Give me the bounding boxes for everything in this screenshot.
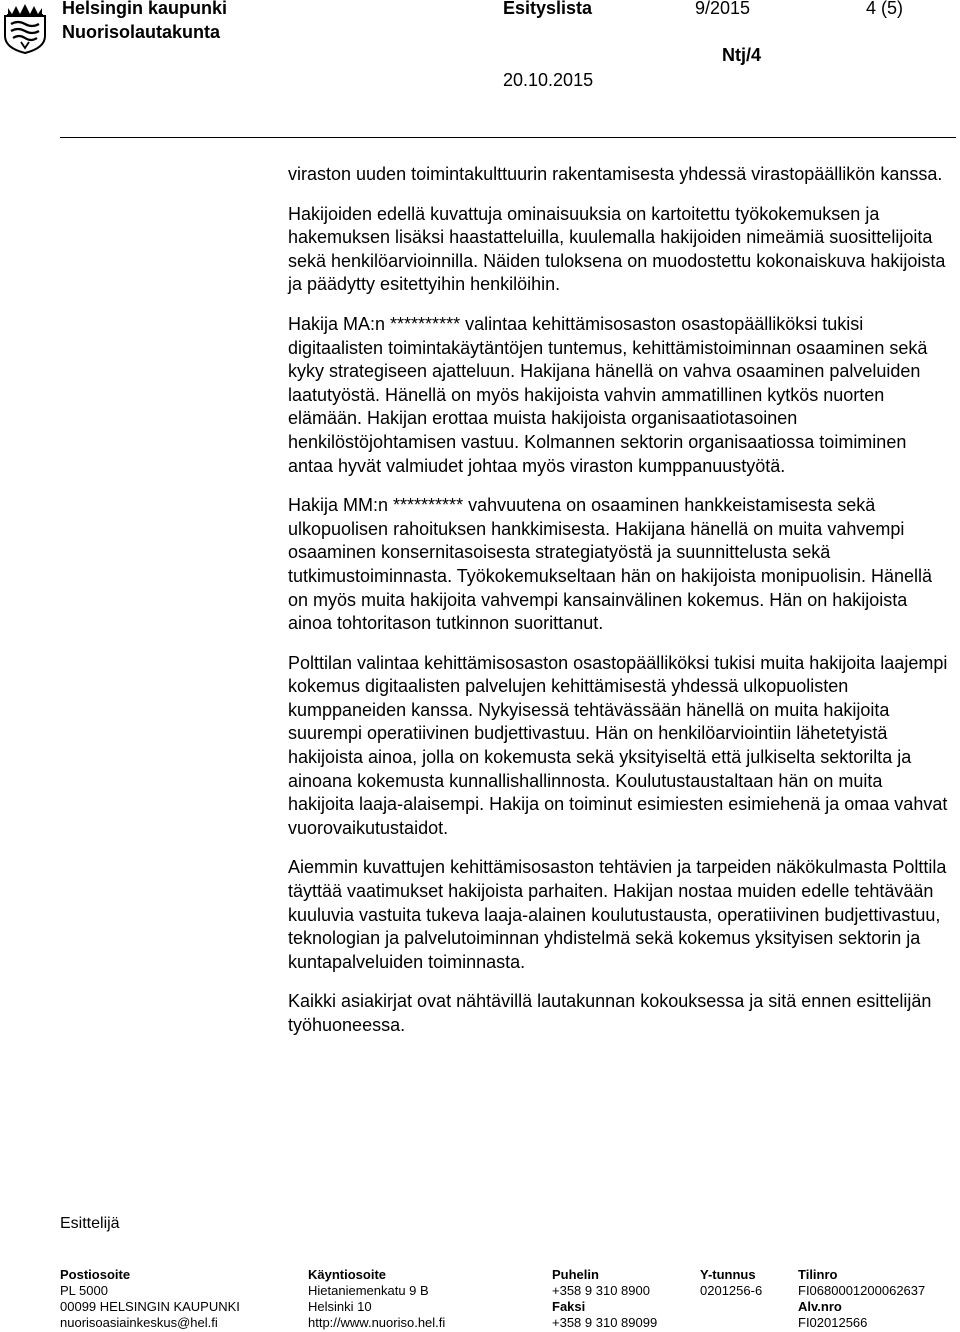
- paragraph: Aiemmin kuvattujen kehittämisosaston tehtävien ja tarpeiden näkökulmasta Polttila täyttää vaatimukset hakijoista parhaiten. Hakijan nostaa muiden edelle tehtävään kuuluvia vastuita tukeva laaja-alainen koulutustausta, operatiivinen budjettivastuu, teknologian ja palvelutoiminnan yhdistelmä sekä kokemus yksityisen sektorin ja kuntapalveluiden toiminnasta.: [288, 857, 947, 972]
- footer-account: [798, 1267, 925, 1331]
- paragraph: Kaikki asiakirjat ovat nähtävillä lautakunnan kokouksessa ja sitä ennen esittelijän työhuoneessa.: [288, 991, 932, 1035]
- paragraph: Hakija MA:n ********** valintaa kehittämisosaston osastopäälliköksi tukisi digitaalisten toimintakäytäntöjen tuntemus, kehittämistoiminnan osaaminen sekä kyky strategiseen ajatteluun. Hakijana hänellä on vahva osaaminen palveluiden laatutyöstä. Hänellä on myös hakijoista vahvin ammatillinen kytkös nuorten elämään. Hakijan erottaa muista hakijoista organisaatiotasoinen henkilöstöjohtamisen vastuu. Kolmannen sektorin organisaatiossa toimiminen antaa hyvät valmiudet johtaa myös viraston kumppanuustyötä.: [288, 313, 928, 476]
- presenter-label: Esittelijä: [60, 1215, 120, 1232]
- helsinki-crest-icon: [2, 2, 48, 54]
- paragraph: Polttilan valintaa kehittämisosaston osastopäälliköksi tukisi muita hakijoita laajempi kokemus digitaalisten palvelujen kehittämisestä yhdessä ulkopuolisten kumppaneiden kanssa. Nykyisessä tehtävässään hänellä on muita hakijoita suurempi operatiivinen budjettivastuu. Hän on henkilöarviointiin lähetetyistä hakijoista ainoa, jolla on kokemusta sekä yksityiseltä että julkiselta sektorilta ja ainoana kokemusta kunnallishallinnosta. Koulutustaustaltaan hän on muita hakijoita laaja-alaisempi. Hakija on toiminut esimiesten esimiehenä ja omaa vahvat vuorovaikutustaidot.: [288, 652, 948, 838]
- fax-value: +358 9 310 89099: [552, 1315, 658, 1330]
- header-divider: [60, 137, 956, 138]
- postal-line: PL 5000: [60, 1283, 108, 1298]
- postal-label: Postiosoite: [60, 1267, 131, 1282]
- postal-line: 00099 HELSINGIN KAUPUNKI: [60, 1299, 240, 1314]
- meeting-date: 20.10.2015: [503, 70, 594, 90]
- footer-ytunnus: [700, 1267, 762, 1299]
- account-value: FI0680001200062637: [798, 1283, 926, 1298]
- paragraph: viraston uuden toimintakulttuurin rakentamisesta yhdessä virastopäällikön kanssa.: [288, 164, 943, 184]
- footer-phone: [552, 1267, 657, 1331]
- visit-label: Käyntiosoite: [308, 1267, 387, 1282]
- visit-line: Helsinki 10: [308, 1299, 372, 1314]
- email-link[interactable]: nuorisoasiainkeskus@hel.fi: [60, 1315, 218, 1330]
- footer-visit: [308, 1267, 445, 1331]
- ytunnus-label: Y-tunnus: [700, 1267, 756, 1282]
- fax-label: Faksi: [552, 1299, 586, 1314]
- paragraph: Hakijoiden edellä kuvattuja ominaisuuksia on kartoitettu työkokemuksen ja hakemuksen lisäksi haastatteluilla, kuulemalla hakijoiden nimeämiä suosittelijoita sekä henkilöarvioinnilla. Näiden tuloksena on muodostettu kokonaiskuva hakijoista ja päädytty esitettyihin henkilöihin.: [288, 203, 946, 295]
- phone-value: +358 9 310 8900: [552, 1283, 650, 1298]
- vat-value: FI02012566: [798, 1315, 868, 1330]
- ytunnus-value: 0201256-6: [700, 1283, 763, 1298]
- document-type: Esityslista: [503, 0, 593, 18]
- vat-label: Alv.nro: [798, 1299, 842, 1314]
- document-number: 9/2015: [695, 0, 751, 18]
- organization-name: Helsingin kaupunki: [62, 0, 228, 18]
- visit-line: Hietaniemenkatu 9 B: [308, 1283, 429, 1298]
- document-body: [288, 163, 948, 1054]
- account-label: Tilinro: [798, 1267, 838, 1282]
- page-number: 4 (5): [866, 0, 904, 18]
- paragraph: Hakija MM:n ********** vahvuutena on osaaminen hankkeistamisesta sekä ulkopuolisen rahoituksen hankkimisesta. Hakijana hänellä on muita vahvempi osaaminen konsernitasoisesta strategiatyöstä ja suunnittelusta sekä tutkimustoiminnasta. Työkokemukseltaan hän on hakijoista monipuolisin. Hänellä on myös muita hakijoita vahvempi kansainvälinen kokemus. Hän on hakijoista ainoa tohtoritason tutkinnon suorittanut.: [288, 495, 933, 634]
- board-name: Nuorisolautakunta: [62, 22, 221, 42]
- website-link[interactable]: http://www.nuoriso.hel.fi: [308, 1315, 446, 1330]
- phone-label: Puhelin: [552, 1267, 599, 1282]
- footer-postal: [60, 1267, 240, 1331]
- agenda-item: Ntj/4: [722, 45, 762, 65]
